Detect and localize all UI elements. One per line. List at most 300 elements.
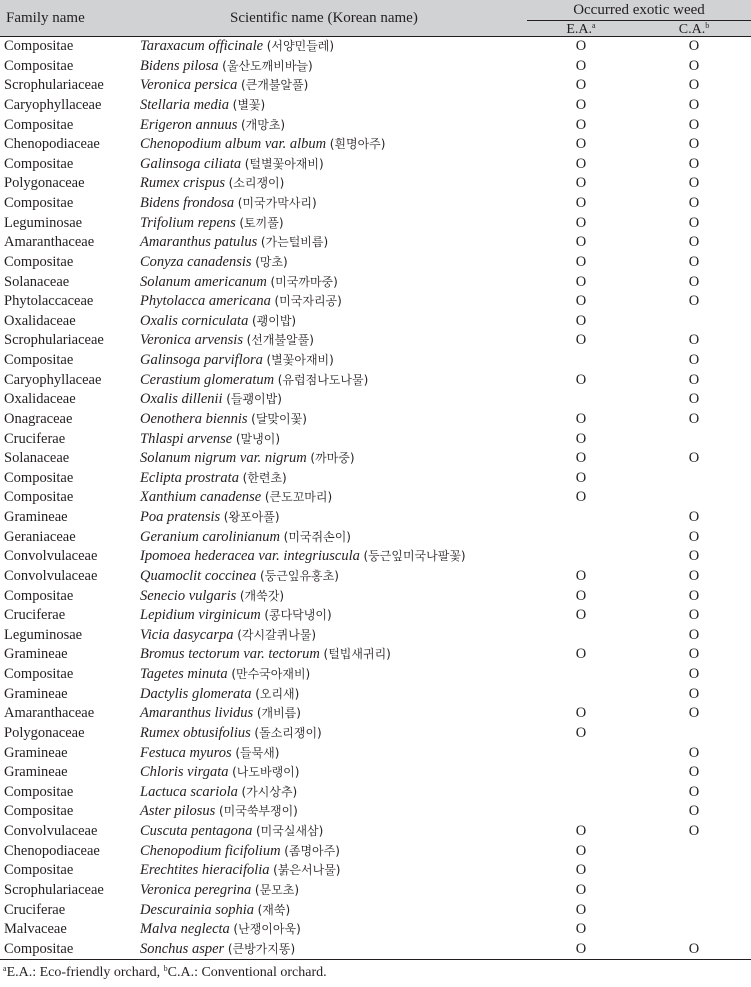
ea-cell: O xyxy=(575,175,587,192)
ca-cell: O xyxy=(688,783,700,800)
ca-cell: O xyxy=(688,293,700,310)
family-cell: Gramineae xyxy=(4,509,68,525)
family-cell: Scrophulariaceae xyxy=(4,332,104,349)
korean-name: (울산도깨비바늘) xyxy=(222,58,313,73)
family-cell: Compositae xyxy=(4,155,74,172)
table-row xyxy=(0,194,751,214)
ea-cell: O xyxy=(575,136,587,153)
korean-name: (유럽점나도나물) xyxy=(277,372,369,387)
korean-name: (큰개불알풀) xyxy=(240,78,309,93)
table-row xyxy=(0,488,751,508)
header-family-name: Family name xyxy=(6,10,85,26)
scientific-name: Oxalis corniculata xyxy=(140,312,249,329)
family-cell: Scrophulariaceae xyxy=(4,77,104,94)
korean-name: (돌소리쟁이) xyxy=(254,725,322,740)
table-row xyxy=(0,665,751,685)
ca-cell: O xyxy=(688,410,700,427)
family-cell: Compositae xyxy=(4,195,74,211)
korean-name: (흰명아주) xyxy=(329,137,386,152)
scientific-name: Erigeron annuus xyxy=(140,116,238,133)
ca-cell: O xyxy=(688,332,700,349)
scientific-name-cell xyxy=(140,37,334,57)
korean-name: (들묵새) xyxy=(235,745,280,760)
scientific-name: Erechtites hieracifolia xyxy=(140,862,270,879)
ea-cell: O xyxy=(575,607,587,624)
family-cell: Solanaceae xyxy=(4,450,70,467)
table-row xyxy=(0,645,751,665)
scientific-name-cell xyxy=(140,449,355,469)
family-cell: Cruciferae xyxy=(4,607,66,624)
scientific-name: Trifolium repens xyxy=(140,214,236,231)
scientific-name-cell xyxy=(140,881,299,901)
scientific-name-cell xyxy=(140,822,323,842)
table-row xyxy=(0,744,751,764)
table-row xyxy=(0,861,751,881)
scientific-name: Bidens pilosa xyxy=(140,57,219,74)
scientific-name: Quamoclit coccinea xyxy=(140,567,257,584)
table-row xyxy=(0,587,751,607)
korean-name: (난쟁이아욱) xyxy=(233,922,301,937)
korean-name: (선개불알풀) xyxy=(246,333,314,348)
table-row xyxy=(0,37,751,57)
scientific-name: Veronica persica xyxy=(140,77,238,94)
ca-cell: O xyxy=(688,509,700,525)
scientific-name: Senecio vulgaris xyxy=(140,587,237,604)
family-cell: Compositae xyxy=(4,783,74,800)
korean-name: (둥근잎유홍초) xyxy=(260,568,339,583)
ea-cell: O xyxy=(575,469,587,486)
ea-cell: O xyxy=(575,705,587,722)
ca-cell: O xyxy=(688,940,700,957)
scientific-name-cell xyxy=(140,842,340,862)
scientific-name-cell xyxy=(140,430,280,450)
scientific-name: Descurainia sophia xyxy=(140,901,254,918)
scientific-name: Phytolacca americana xyxy=(140,293,271,310)
scientific-name-cell xyxy=(140,371,368,391)
table-row xyxy=(0,685,751,705)
korean-name: (가는털비름) xyxy=(260,235,329,250)
family-cell: Convolvulaceae xyxy=(4,548,98,565)
scientific-name-cell xyxy=(140,233,328,253)
scientific-name: Thlaspi arvense xyxy=(140,430,233,447)
table-header xyxy=(0,0,751,37)
korean-name: (나도바랭이) xyxy=(232,765,300,780)
korean-name: (큰도꼬마리) xyxy=(264,490,333,505)
family-cell: Polygonaceae xyxy=(4,175,85,192)
table-row xyxy=(0,763,751,783)
ea-cell: O xyxy=(575,77,587,94)
ea-cell: O xyxy=(575,293,587,310)
ea-cell: O xyxy=(575,489,587,506)
table-row xyxy=(0,449,751,469)
ea-cell: O xyxy=(575,842,587,859)
ca-cell: O xyxy=(688,96,700,113)
header-ea: E.A.$^a$ xyxy=(566,21,596,37)
korean-name: (개비름) xyxy=(256,706,301,721)
scientific-name-cell xyxy=(140,351,334,371)
scientific-name-cell xyxy=(140,547,466,567)
table-row xyxy=(0,253,751,273)
korean-name: (재쑥) xyxy=(257,902,291,917)
korean-name: (까마중) xyxy=(310,451,355,466)
ca-cell: O xyxy=(688,685,700,702)
header-ca: C.A.$^b$ xyxy=(678,21,710,37)
scientific-name: Aster pilosus xyxy=(140,803,216,820)
family-cell: Malvaceae xyxy=(4,921,67,938)
scientific-name-cell xyxy=(140,606,332,626)
scientific-name-cell xyxy=(140,645,391,665)
ca-cell: O xyxy=(688,450,700,467)
ea-cell: O xyxy=(575,450,587,467)
scientific-name-cell xyxy=(140,331,314,351)
family-cell: Polygonaceae xyxy=(4,724,85,741)
scientific-name: Rumex crispus xyxy=(140,175,225,192)
table-row xyxy=(0,528,751,548)
ea-cell: O xyxy=(575,38,587,54)
scientific-name-cell xyxy=(140,469,287,489)
ea-cell: O xyxy=(575,195,587,211)
scientific-name: Chloris virgata xyxy=(140,764,229,781)
table-row xyxy=(0,351,751,371)
korean-name: (각시갈퀴나물) xyxy=(237,627,317,642)
family-cell: Chenopodiaceae xyxy=(4,842,100,859)
korean-name: (가시상추) xyxy=(241,784,298,799)
family-cell: Amaranthaceae xyxy=(4,705,95,722)
family-cell: Compositae xyxy=(4,469,74,486)
scientific-name-cell xyxy=(140,861,340,881)
korean-name: (왕포아풀) xyxy=(223,510,280,524)
ea-cell: O xyxy=(575,724,587,741)
ca-cell: O xyxy=(688,371,700,388)
ea-cell: O xyxy=(575,371,587,388)
scientific-name: Xanthium canadense xyxy=(140,489,262,506)
scientific-name: Bidens frondosa xyxy=(140,195,235,211)
scientific-name-cell xyxy=(140,214,284,234)
table-row xyxy=(0,57,751,77)
ca-cell: O xyxy=(688,744,700,761)
table-row xyxy=(0,842,751,862)
table-row xyxy=(0,724,751,744)
ca-cell: O xyxy=(688,234,700,251)
ca-cell: O xyxy=(688,803,700,820)
scientific-name: Solanum nigrum var. nigrum xyxy=(140,450,307,467)
family-cell: Leguminosae xyxy=(4,626,83,643)
family-cell: Compositae xyxy=(4,587,74,604)
family-cell: Convolvulaceae xyxy=(4,823,98,839)
scientific-name-cell xyxy=(140,508,280,528)
table-row xyxy=(0,390,751,410)
korean-name: (미국가막사리) xyxy=(237,196,317,210)
scientific-name: Malva neglecta xyxy=(140,921,230,938)
table-row xyxy=(0,567,751,587)
scientific-name: Chenopodium album var. album xyxy=(140,136,327,153)
scientific-name-cell xyxy=(140,783,297,803)
scientific-name-cell xyxy=(140,528,351,548)
ea-cell: O xyxy=(575,430,587,447)
table-row xyxy=(0,508,751,528)
scientific-name: Geranium carolinianum xyxy=(140,528,281,545)
ca-cell: O xyxy=(688,626,700,643)
korean-name: (미국쥐손이) xyxy=(283,529,351,544)
scientific-name: Dactylis glomerata xyxy=(140,685,252,702)
korean-name: (미국자리공) xyxy=(274,294,342,309)
family-cell: Compositae xyxy=(4,940,74,957)
korean-name: (털별꽃아재비) xyxy=(244,156,324,171)
scientific-name: Tagetes minuta xyxy=(140,666,228,682)
table-row xyxy=(0,331,751,351)
korean-name: (달맞이꽃) xyxy=(251,411,307,426)
ca-cell: O xyxy=(688,136,700,153)
family-cell: Geraniaceae xyxy=(4,528,76,545)
scientific-name: Galinsoga parviflora xyxy=(140,352,263,368)
family-cell: Caryophyllaceae xyxy=(4,371,102,388)
korean-name: (소리쟁이) xyxy=(228,176,285,191)
scientific-name: Vicia dasycarpa xyxy=(140,626,234,643)
table-row xyxy=(0,410,751,430)
ca-cell: O xyxy=(688,77,700,94)
scientific-name: Lepidium virginicum xyxy=(140,607,261,624)
korean-name: (미국쑥부쟁이) xyxy=(218,804,298,819)
korean-name: (한련초) xyxy=(242,470,287,485)
scientific-name-cell xyxy=(140,174,284,194)
scientific-name-cell xyxy=(140,312,296,332)
scientific-name-cell xyxy=(140,587,284,607)
scientific-name-cell xyxy=(140,155,324,175)
table-row xyxy=(0,783,751,803)
scientific-name-cell xyxy=(140,940,295,960)
ca-cell: O xyxy=(688,273,700,290)
korean-name: (콩다닥냉이) xyxy=(264,608,332,623)
korean-name: (들괭이밥) xyxy=(226,392,282,407)
table-row xyxy=(0,312,751,332)
family-cell: Amaranthaceae xyxy=(4,234,95,251)
ca-cell: O xyxy=(688,214,700,231)
family-cell: Onagraceae xyxy=(4,410,73,427)
family-cell: Leguminosae xyxy=(4,214,83,231)
ca-cell: O xyxy=(688,705,700,722)
scientific-name: Bromus tectorum var. tectorum xyxy=(140,646,320,663)
korean-name: (오리새) xyxy=(255,686,300,701)
scientific-name: Cuscuta pentagona xyxy=(140,823,253,839)
scientific-name-cell xyxy=(140,410,307,430)
family-cell: Gramineae xyxy=(4,764,68,781)
scientific-name: Solanum americanum xyxy=(140,273,267,290)
table-row xyxy=(0,76,751,96)
table-body xyxy=(0,37,751,959)
ea-cell: O xyxy=(575,96,587,113)
ea-cell: O xyxy=(575,116,587,133)
table-row xyxy=(0,430,751,450)
table-row xyxy=(0,626,751,646)
ca-cell: O xyxy=(688,352,700,368)
korean-name: (붉은서나물) xyxy=(273,863,341,878)
scientific-name: Amaranthus lividus xyxy=(140,705,254,722)
table-row xyxy=(0,116,751,136)
ea-cell: O xyxy=(575,155,587,172)
ea-cell: O xyxy=(575,332,587,349)
korean-name: (큰방가지똥) xyxy=(227,941,296,956)
table-row xyxy=(0,606,751,626)
scientific-name: Poa pratensis xyxy=(140,509,221,525)
family-cell: Compositae xyxy=(4,57,74,74)
family-cell: Phytolaccaceae xyxy=(4,293,94,310)
korean-name: (미국까마중) xyxy=(270,274,338,289)
scientific-name: Amaranthus patulus xyxy=(140,234,258,251)
scientific-name: Eclipta prostrata xyxy=(140,469,239,486)
ea-cell: O xyxy=(575,410,587,427)
scientific-name: Veronica peregrina xyxy=(140,881,252,898)
scientific-name-cell xyxy=(140,665,310,685)
family-cell: Solanaceae xyxy=(4,273,70,290)
family-cell: Convolvulaceae xyxy=(4,567,98,584)
scientific-name-cell xyxy=(140,194,317,214)
ca-cell: O xyxy=(688,646,700,663)
ca-cell: O xyxy=(688,195,700,211)
ca-cell: O xyxy=(688,666,700,682)
scientific-name-cell xyxy=(140,567,339,587)
ea-cell: O xyxy=(575,646,587,663)
table-row xyxy=(0,547,751,567)
family-cell: Compositae xyxy=(4,253,74,270)
family-cell: Caryophyllaceae xyxy=(4,96,102,113)
korean-name: (별꽃) xyxy=(232,97,266,112)
table-row xyxy=(0,920,751,940)
ea-cell: O xyxy=(575,214,587,231)
family-cell: Cruciferae xyxy=(4,901,66,918)
family-cell: Compositae xyxy=(4,116,74,133)
scientific-name-cell xyxy=(140,685,299,705)
family-cell: Compositae xyxy=(4,352,74,368)
table-row xyxy=(0,273,751,293)
ea-cell: O xyxy=(575,312,587,329)
ca-cell: O xyxy=(688,155,700,172)
korean-name: (좀명아주) xyxy=(284,843,340,858)
scientific-name-cell xyxy=(140,901,290,921)
korean-name: (미국실새삼) xyxy=(256,824,324,838)
ea-cell: O xyxy=(575,940,587,957)
ca-cell: O xyxy=(688,253,700,270)
family-cell: Compositae xyxy=(4,803,74,820)
scientific-name-cell xyxy=(140,488,332,508)
family-cell: Oxalidaceae xyxy=(4,312,76,329)
ea-cell: O xyxy=(575,921,587,938)
korean-name: (괭이밥) xyxy=(251,313,297,328)
scientific-name-cell xyxy=(140,724,322,744)
table-row xyxy=(0,901,751,921)
ea-cell: O xyxy=(575,823,587,839)
table-row xyxy=(0,802,751,822)
header-scientific-name: Scientific name (Korean name) xyxy=(230,10,418,26)
ea-cell: O xyxy=(575,881,587,898)
korean-name: (말냉이) xyxy=(235,431,280,446)
header-occurred-exotic-weed: Occurred exotic weed xyxy=(573,2,705,18)
family-cell: Scrophulariaceae xyxy=(4,881,104,898)
ea-cell: O xyxy=(575,567,587,584)
scientific-name: Festuca myuros xyxy=(140,744,232,761)
scientific-name: Cerastium glomeratum xyxy=(140,371,275,388)
scientific-name-cell xyxy=(140,626,316,646)
scientific-name: Ipomoea hederacea var. integriuscula xyxy=(140,548,360,565)
ea-cell: O xyxy=(575,57,587,74)
korean-name: (개쑥갓) xyxy=(239,588,285,603)
ca-cell: O xyxy=(688,38,700,54)
ca-cell: O xyxy=(688,548,700,565)
family-cell: Compositae xyxy=(4,862,74,879)
ea-cell: O xyxy=(575,253,587,270)
scientific-name: Oenothera biennis xyxy=(140,410,248,427)
scientific-name-cell xyxy=(140,292,342,312)
ea-cell: O xyxy=(575,862,587,879)
korean-name: (문모초) xyxy=(254,882,300,897)
ca-cell: O xyxy=(688,607,700,624)
family-cell: Gramineae xyxy=(4,646,68,663)
table-row xyxy=(0,469,751,489)
scientific-name: Conyza canadensis xyxy=(140,253,252,270)
table-row xyxy=(0,155,751,175)
scientific-name-cell xyxy=(140,744,279,764)
scientific-name: Rumex obtusifolius xyxy=(140,724,251,741)
family-cell: Compositae xyxy=(4,489,74,506)
scientific-name-cell xyxy=(140,390,282,410)
ea-cell: O xyxy=(575,234,587,251)
scientific-name: Stellaria media xyxy=(140,96,230,113)
ca-cell: O xyxy=(688,528,700,545)
scientific-name: Oxalis dillenii xyxy=(140,391,223,408)
ca-cell: O xyxy=(688,823,700,839)
family-cell: Compositae xyxy=(4,666,74,682)
ca-cell: O xyxy=(688,391,700,408)
family-cell: Compositae xyxy=(4,38,74,54)
scientific-name: Lactuca scariola xyxy=(140,783,238,800)
table-row xyxy=(0,174,751,194)
table-row xyxy=(0,292,751,312)
korean-name: (망초) xyxy=(255,254,288,269)
family-cell: Gramineae xyxy=(4,685,68,702)
ca-cell: O xyxy=(688,764,700,781)
table-footnote: $^a$E.A.: Eco-friendly orchard, $^b$C.A.: Conventional orchard. xyxy=(3,964,327,981)
table-row xyxy=(0,822,751,842)
scientific-name-cell xyxy=(140,802,298,822)
family-cell: Gramineae xyxy=(4,744,68,761)
ca-cell: O xyxy=(688,587,700,604)
scientific-name-cell xyxy=(140,253,288,273)
family-cell: Chenopodiaceae xyxy=(4,136,100,153)
scientific-name-cell xyxy=(140,57,313,77)
korean-name: (개망초) xyxy=(240,117,286,132)
ea-cell: O xyxy=(575,587,587,604)
scientific-name-cell xyxy=(140,135,385,155)
scientific-name-cell xyxy=(140,704,301,724)
scientific-name-cell xyxy=(140,116,285,136)
ea-cell: O xyxy=(575,273,587,290)
table-row xyxy=(0,371,751,391)
korean-name: (털빕새귀리) xyxy=(323,647,391,662)
korean-name: (둥근잎미국나팔꽃) xyxy=(363,549,466,564)
table-row xyxy=(0,704,751,724)
ca-cell: O xyxy=(688,175,700,192)
scientific-name-cell xyxy=(140,273,338,293)
scientific-name: Veronica arvensis xyxy=(140,332,243,349)
ca-cell: O xyxy=(688,116,700,133)
table-row xyxy=(0,940,751,960)
korean-name: (서양민들레) xyxy=(266,39,335,53)
family-cell: Cruciferae xyxy=(4,430,66,447)
korean-name: (별꽃아재비) xyxy=(266,353,334,367)
scientific-name-cell xyxy=(140,763,299,783)
table-row xyxy=(0,135,751,155)
family-cell: Oxalidaceae xyxy=(4,391,76,408)
korean-name: (만수국아재비) xyxy=(231,667,311,681)
